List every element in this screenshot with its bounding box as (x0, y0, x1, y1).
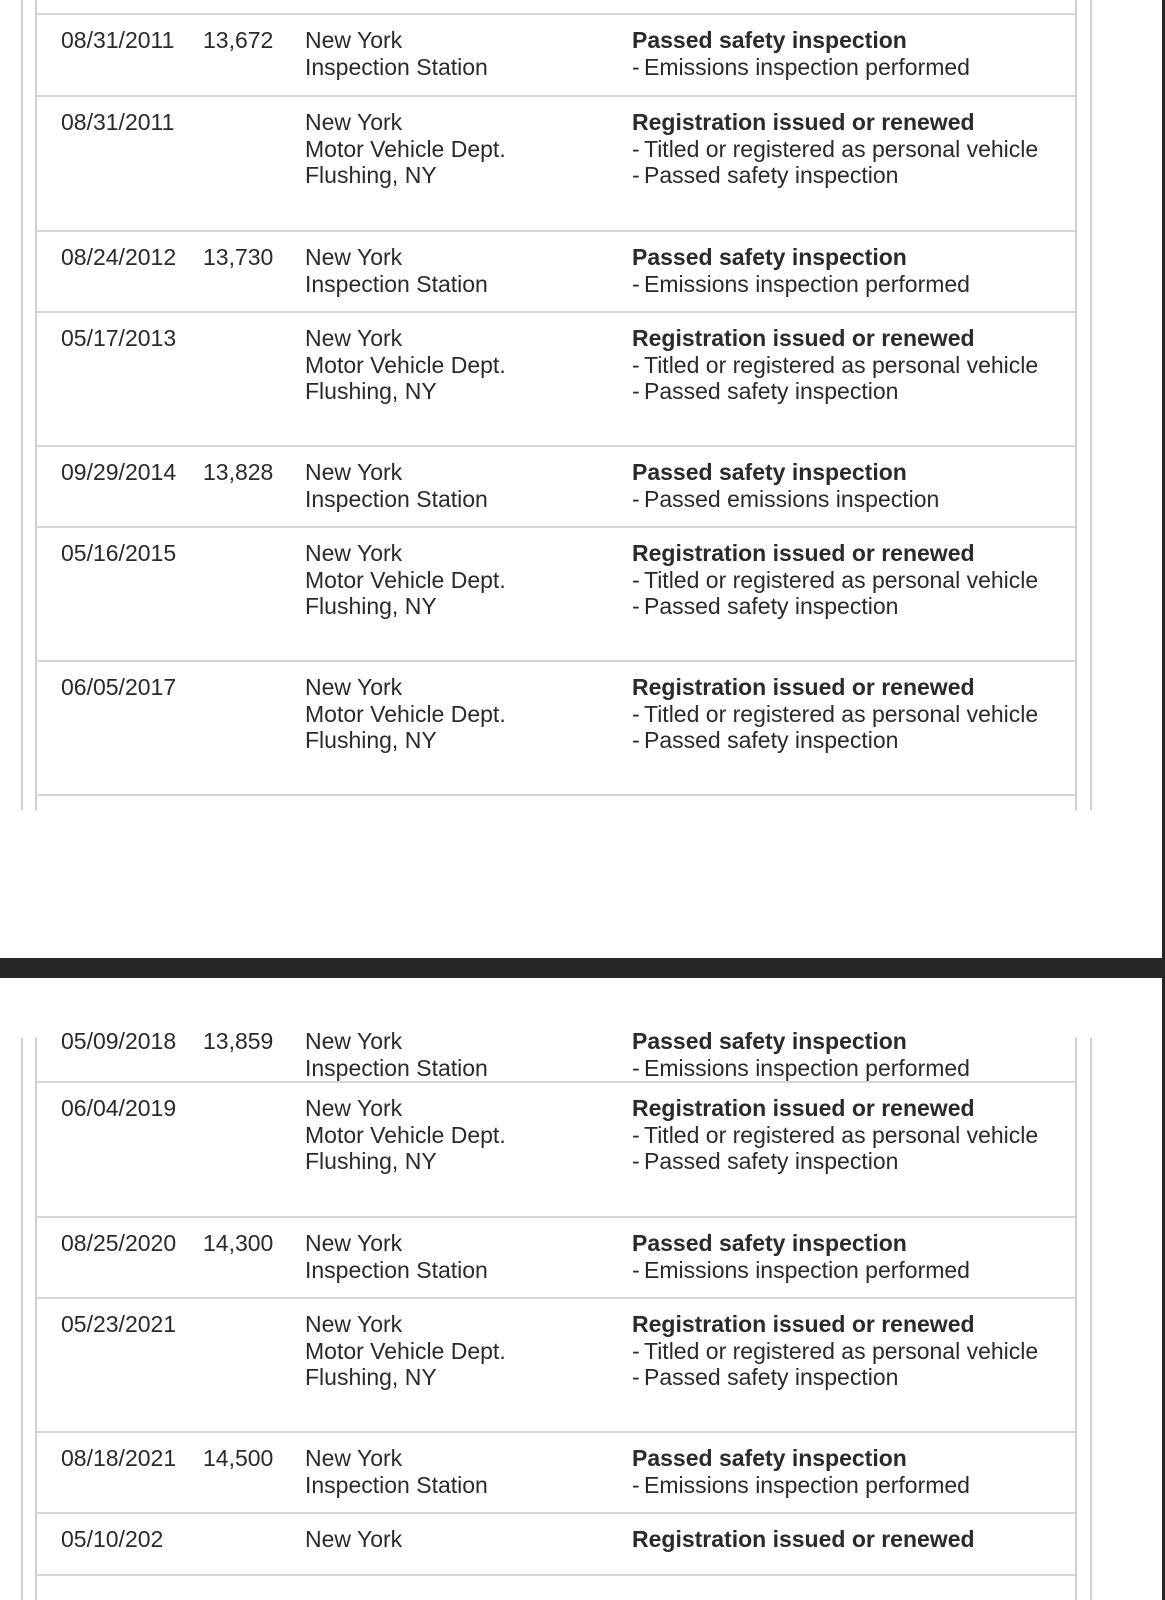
source-line: Inspection Station (305, 1471, 488, 1498)
detail-item (632, 136, 1062, 163)
source-line: Motor Vehicle Dept. (305, 566, 506, 593)
event-title: Passed safety inspection (632, 27, 907, 53)
bullet-dash-icon: - (632, 162, 640, 188)
bullet-dash-icon: - (632, 593, 640, 619)
event-source (305, 1311, 625, 1391)
detail-item (632, 1472, 1062, 1499)
detail-item (632, 593, 1062, 620)
history-row (35, 313, 1075, 447)
event-title: Registration issued or renewed (632, 325, 975, 351)
detail-item (632, 1338, 1062, 1365)
event-date: 05/23/2021 (61, 1311, 177, 1337)
detail-item (632, 1055, 1062, 1082)
detail-text: Titled or registered as personal vehicle (644, 1121, 1039, 1148)
event-date: 05/17/2013 (61, 325, 177, 351)
source-line: New York (305, 459, 403, 485)
detail-item (632, 271, 1062, 298)
event-date: 08/24/2012 (61, 244, 177, 270)
bullet-dash-icon: - (632, 700, 640, 727)
source-line: Flushing, NY (305, 162, 437, 188)
bullet-dash-icon: - (632, 53, 640, 80)
detail-item (632, 727, 1062, 754)
detail-item (632, 1122, 1062, 1149)
history-row (35, 1083, 1075, 1218)
event-details (632, 1095, 1062, 1175)
source-line: New York (305, 1095, 403, 1121)
source-line: Inspection Station (305, 1054, 488, 1081)
source-line: Motor Vehicle Dept. (305, 1337, 506, 1364)
detail-item (632, 1257, 1062, 1284)
event-title: Registration issued or renewed (632, 1526, 975, 1552)
bullet-dash-icon: - (632, 485, 640, 512)
event-details (632, 1311, 1062, 1391)
source-line: Flushing, NY (305, 593, 437, 619)
frame-border (1090, 0, 1092, 810)
detail-text: Passed emissions inspection (644, 485, 940, 512)
detail-text: Emissions inspection performed (644, 1054, 970, 1081)
history-row (35, 97, 1075, 232)
source-line: New York (305, 1028, 403, 1054)
history-row (35, 1299, 1075, 1433)
detail-item (632, 701, 1062, 728)
bullet-dash-icon: - (632, 1364, 640, 1390)
detail-text: Passed safety inspection (644, 1148, 899, 1174)
bullet-dash-icon: - (632, 135, 640, 162)
bullet-dash-icon: - (632, 566, 640, 593)
bullet-dash-icon: - (632, 1471, 640, 1498)
event-title: Registration issued or renewed (632, 540, 975, 566)
history-row (35, 1218, 1075, 1299)
event-source (305, 459, 625, 512)
history-table (35, 0, 1075, 796)
event-details (632, 459, 1062, 512)
event-date: 08/18/2021 (61, 1445, 177, 1471)
history-row (35, 528, 1075, 662)
source-line: New York (305, 674, 403, 700)
bullet-dash-icon: - (632, 351, 640, 378)
event-details (632, 1445, 1062, 1498)
event-title: Registration issued or renewed (632, 1311, 975, 1337)
frame-border (1075, 1038, 1077, 1600)
detail-text: Titled or registered as personal vehicle (644, 351, 1039, 378)
detail-text: Titled or registered as personal vehicle (644, 566, 1039, 593)
source-line: Inspection Station (305, 485, 488, 512)
bullet-dash-icon: - (632, 1148, 640, 1174)
detail-item (632, 352, 1062, 379)
event-title: Passed safety inspection (632, 1445, 907, 1471)
detail-text: Passed safety inspection (644, 727, 899, 753)
history-row (35, 1433, 1075, 1514)
history-row (35, 662, 1075, 796)
source-line: New York (305, 325, 403, 351)
source-line: Motor Vehicle Dept. (305, 135, 506, 162)
detail-text: Passed safety inspection (644, 378, 899, 404)
history-row (35, 15, 1075, 97)
event-source (305, 109, 625, 189)
detail-text: Titled or registered as personal vehicle (644, 700, 1039, 727)
event-title: Passed safety inspection (632, 459, 907, 485)
event-details (632, 540, 1062, 620)
event-title: Registration issued or renewed (632, 674, 975, 700)
event-date: 05/10/202 (61, 1526, 164, 1552)
frame-border (1075, 0, 1077, 810)
odometer-reading: 14,300 (203, 1230, 274, 1256)
event-source (305, 27, 625, 80)
event-details (632, 674, 1062, 754)
event-details (632, 1526, 1062, 1553)
event-details (632, 1028, 1062, 1081)
detail-text: Passed safety inspection (644, 1364, 899, 1390)
history-row (35, 1514, 1075, 1576)
event-source (305, 1445, 625, 1498)
event-title: Registration issued or renewed (632, 109, 975, 135)
source-line: Flushing, NY (305, 727, 437, 753)
event-title: Registration issued or renewed (632, 1095, 975, 1121)
event-source (305, 244, 625, 297)
bullet-dash-icon: - (632, 1054, 640, 1081)
screenshot-divider (0, 958, 1165, 978)
frame-border (1090, 1038, 1092, 1600)
odometer-reading: 13,730 (203, 244, 274, 270)
event-details (632, 109, 1062, 189)
event-source (305, 1526, 625, 1553)
event-date: 09/29/2014 (61, 459, 177, 485)
bullet-dash-icon: - (632, 727, 640, 753)
odometer-reading: 13,672 (203, 27, 274, 53)
source-line: Inspection Station (305, 53, 488, 80)
detail-item (632, 1364, 1062, 1391)
bullet-dash-icon: - (632, 1121, 640, 1148)
event-details (632, 27, 1062, 80)
source-line: Motor Vehicle Dept. (305, 1121, 506, 1148)
detail-text: Passed safety inspection (644, 162, 899, 188)
event-source (305, 1095, 625, 1175)
detail-item (632, 378, 1062, 405)
event-date: 06/04/2019 (61, 1095, 177, 1121)
event-details (632, 1230, 1062, 1283)
event-date: 08/25/2020 (61, 1230, 177, 1256)
source-line: New York (305, 1230, 403, 1256)
bullet-dash-icon: - (632, 378, 640, 404)
frame-border (21, 0, 23, 810)
event-title: Passed safety inspection (632, 244, 907, 270)
history-table (35, 1026, 1075, 1576)
event-details (632, 325, 1062, 405)
source-line: New York (305, 27, 403, 53)
event-source (305, 1028, 625, 1081)
event-title: Passed safety inspection (632, 1028, 907, 1054)
detail-text: Titled or registered as personal vehicle (644, 1337, 1039, 1364)
event-source (305, 674, 625, 754)
event-source (305, 325, 625, 405)
detail-text: Passed safety inspection (644, 593, 899, 619)
detail-text: Emissions inspection performed (644, 270, 970, 297)
history-row (35, 447, 1075, 528)
source-line: Inspection Station (305, 270, 488, 297)
source-line: New York (305, 1445, 403, 1471)
source-line: New York (305, 109, 403, 135)
history-section-bottom (0, 978, 1162, 1600)
detail-item (632, 162, 1062, 189)
event-date: 05/09/2018 (61, 1028, 177, 1054)
source-line: New York (305, 244, 403, 270)
odometer-reading: 13,828 (203, 459, 274, 485)
detail-text: Titled or registered as personal vehicle (644, 135, 1039, 162)
detail-item (632, 54, 1062, 81)
source-line: Flushing, NY (305, 1148, 437, 1174)
event-source (305, 540, 625, 620)
source-line: Motor Vehicle Dept. (305, 700, 506, 727)
bullet-dash-icon: - (632, 1256, 640, 1283)
event-title: Passed safety inspection (632, 1230, 907, 1256)
source-line: Motor Vehicle Dept. (305, 351, 506, 378)
source-line: New York (305, 1526, 403, 1552)
odometer-reading: 13,859 (203, 1028, 274, 1054)
source-line: Inspection Station (305, 1256, 488, 1283)
event-date: 06/05/2017 (61, 674, 177, 700)
event-source (305, 1230, 625, 1283)
bullet-dash-icon: - (632, 270, 640, 297)
source-line: New York (305, 540, 403, 566)
frame-border (21, 1038, 23, 1600)
detail-text: Emissions inspection performed (644, 1471, 970, 1498)
detail-item (632, 567, 1062, 594)
history-row (35, 1026, 1075, 1083)
detail-item (632, 486, 1062, 513)
event-date: 08/31/2011 (61, 27, 175, 53)
detail-text: Emissions inspection performed (644, 1256, 970, 1283)
history-row (35, 232, 1075, 313)
event-date: 08/31/2011 (61, 109, 175, 135)
previous-row-stub (35, 0, 1075, 15)
detail-text: Emissions inspection performed (644, 53, 970, 80)
source-line: Flushing, NY (305, 378, 437, 404)
detail-item (632, 1148, 1062, 1175)
event-details (632, 244, 1062, 297)
source-line: New York (305, 1311, 403, 1337)
source-line: Flushing, NY (305, 1364, 437, 1390)
odometer-reading: 14,500 (203, 1445, 274, 1471)
bullet-dash-icon: - (632, 1337, 640, 1364)
event-date: 05/16/2015 (61, 540, 177, 566)
